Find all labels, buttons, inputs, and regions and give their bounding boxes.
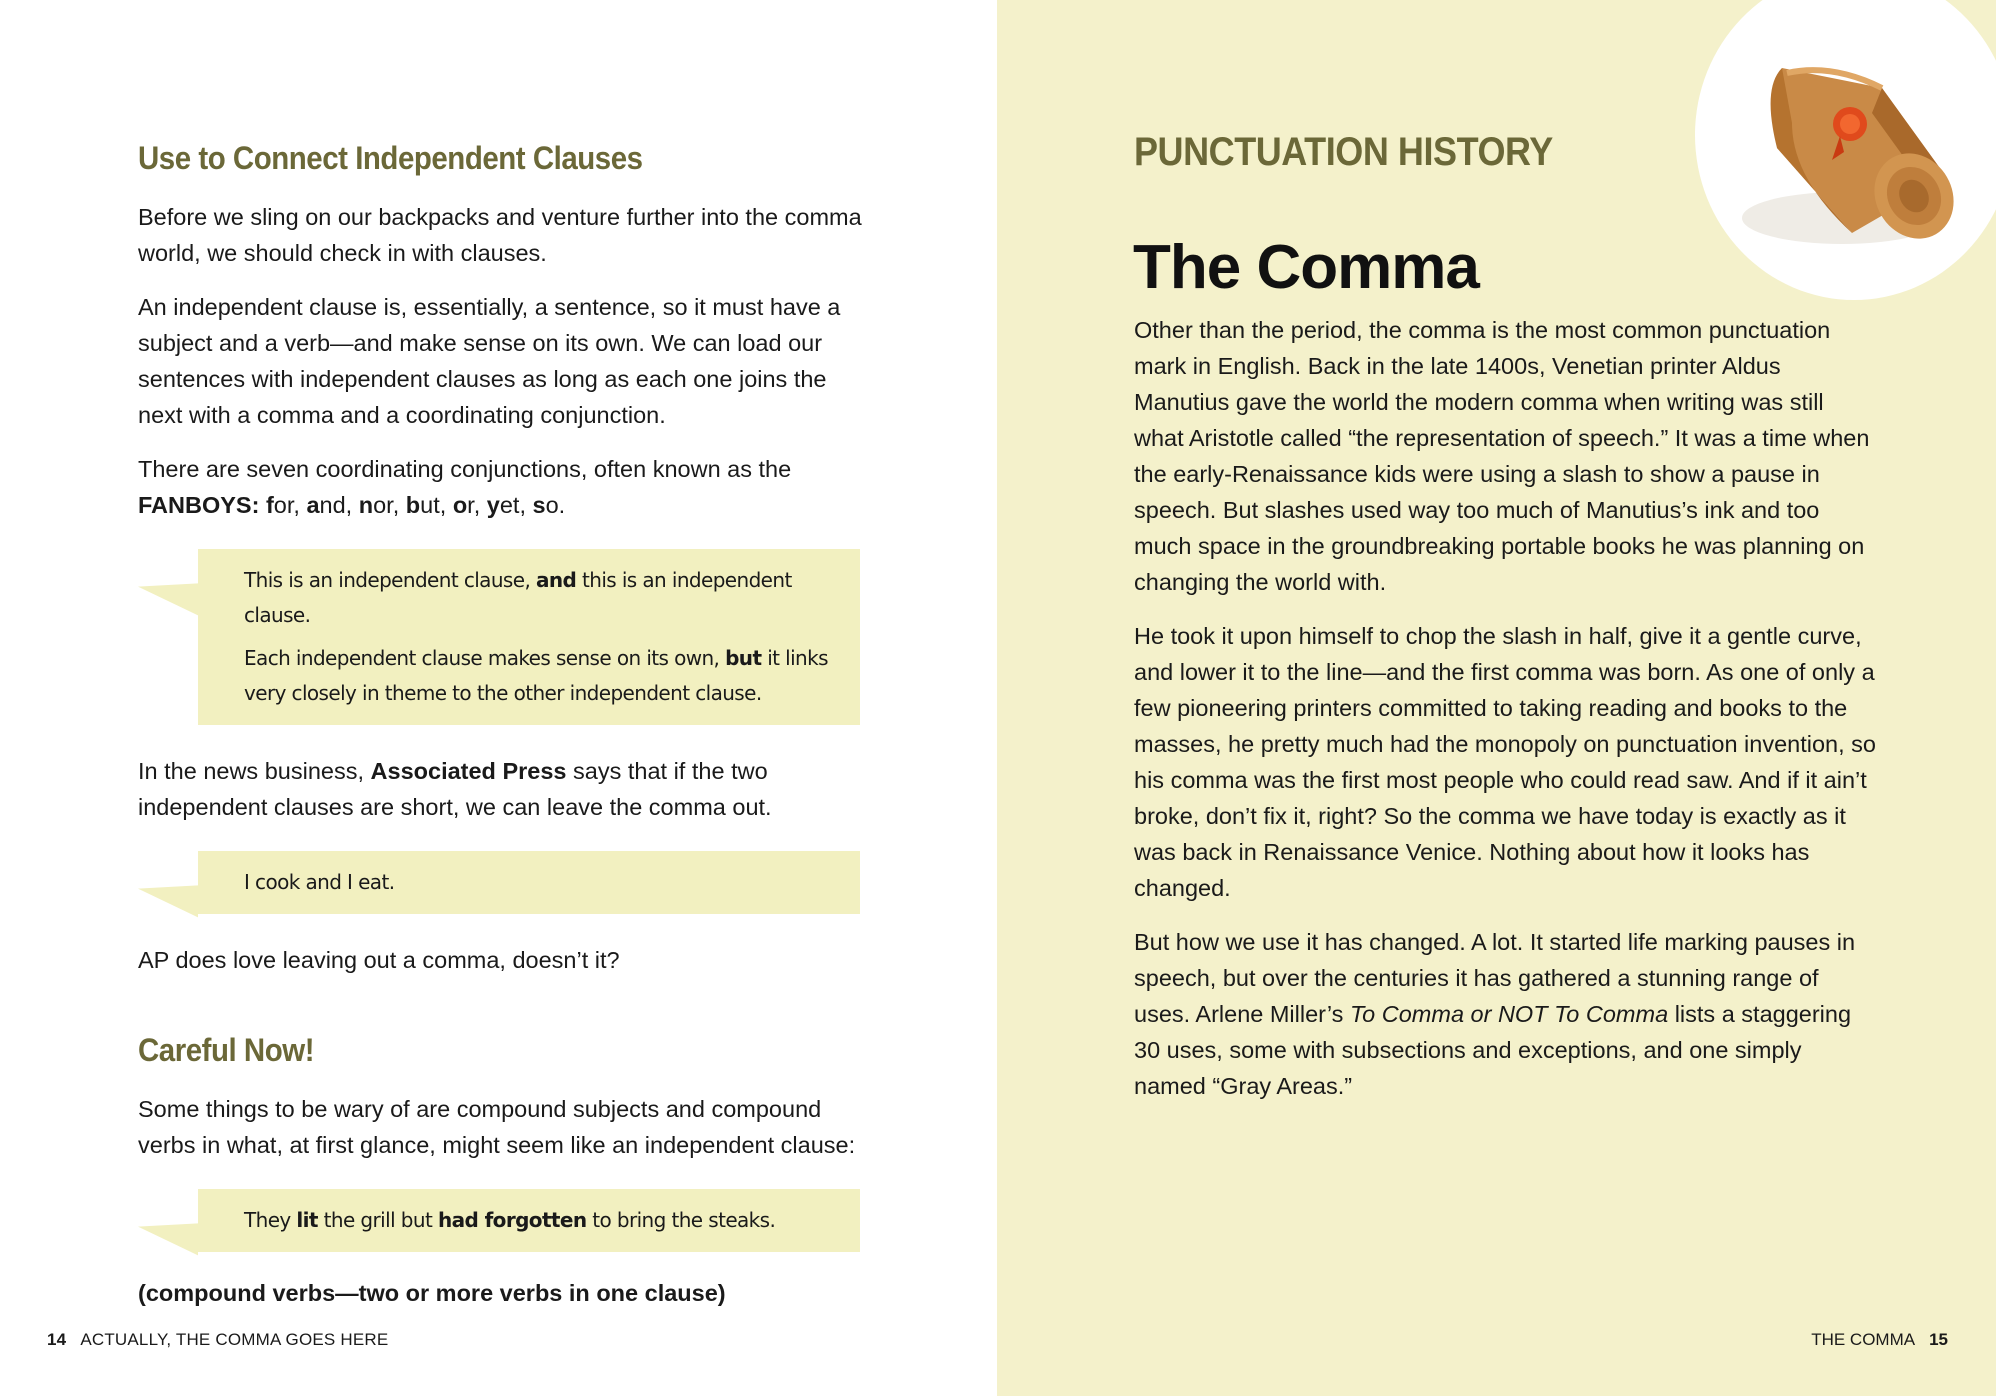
callout-tail [138,571,198,616]
text: In the news business, [138,758,364,784]
text: says that if the two independent clauses are short, we can leave the comma out. [138,758,772,820]
fanboys-list [266,492,565,518]
text: lists a staggering 30 uses, some with subsections and exceptions, and one simply named “Gray Areas.” [1134,1001,1852,1099]
paragraph-fanboys [138,451,868,523]
example-callout [198,1189,860,1252]
callout-tail [138,873,198,918]
callout-tail [138,1211,198,1256]
page-footer-right [1811,1330,1948,1350]
page-number: 14 [47,1330,67,1349]
right-column [1134,312,1879,1122]
text: This is an independent clause, [244,568,531,592]
text-bold: Associated Press [370,758,567,784]
page-footer-left [47,1330,388,1350]
example-line [244,1203,836,1238]
page-title: The Comma [1133,232,1479,302]
example-callout [198,549,860,725]
fanboys-word: yet, [486,492,533,518]
fanboys-word: or, [452,492,487,518]
paragraph: Some things to be wary of are compound subjects and compound verbs in what, at first glance, might seem like an independent clause: [138,1096,856,1158]
paragraph [1134,924,1879,1104]
text: this is an independent clause. [244,568,792,627]
fanboys-label: FANBOYS: [138,492,260,518]
right-page [997,0,1996,1396]
text: There are seven coordinating conjunctions, often known as the [138,456,792,482]
fanboys-word: so. [532,492,566,518]
text: the grill but [323,1208,433,1232]
fanboys-word: but, [405,492,453,518]
left-column [138,140,868,1307]
text-bold: had forgotten [437,1208,587,1232]
example-line [244,641,836,711]
book-title: To Comma or NOT To Comma [1349,1001,1669,1027]
paragraph [138,753,868,825]
text: it links very closely in theme to the other independent clause. [244,646,828,705]
left-page [0,0,997,1396]
paragraph: He took it upon himself to chop the slash in half, give it a gentle curve, and lower it to the line—and the first comma was born. As one of only a few pioneering printers committed to taking reading and books to the masses, he pretty much had the monopoly on punctuation invention, so his comma was the first most people who could read saw. And if it ain’t broke, don’t fix it, right? So the comma we have today is exactly as it was back in Renaissance Venice. Nothing about how it looks has changed. [1134,623,1877,901]
example-callout [198,851,860,914]
paragraph: Before we sling on our backpacks and venture further into the comma world, we should check in with clauses. [138,204,862,266]
page-number: 15 [1929,1330,1948,1349]
example-line: I cook and I eat. [244,870,395,894]
text: They [244,1208,291,1232]
section-heading-independent-clauses: Use to Connect Independent Clauses [138,140,643,176]
text-bold: lit [296,1208,318,1232]
fanboys-word: nor, [358,492,406,518]
fanboys-word: for, [265,492,307,518]
text-bold: but [725,646,762,670]
compound-verbs-note: (compound verbs—two or more verbs in one clause) [138,1280,726,1306]
paragraph: AP does love leaving out a comma, doesn’t it? [138,947,620,973]
text: But how we use it has changed. A lot. It started life marking pauses in speech, but over the centuries it has gathered a stunning range of uses. Arlene Miller’s [1134,929,1856,1027]
text: to bring the steaks. [592,1208,776,1232]
scroll-illustration-icon [1732,28,1977,258]
paragraph: An independent clause is, essentially, a sentence, so it must have a subject and a verb—and make sense on its own. We can load our sentences with independent clauses as long as each one joins the next with a comma and a coordinating conjunction. [138,294,841,428]
text-bold: and [535,568,577,592]
text: Each independent clause makes sense on its own, [244,646,720,670]
running-title: ACTUALLY, THE COMMA GOES HERE [80,1330,389,1349]
fanboys-word: and, [306,492,359,518]
example-line [244,563,836,633]
paragraph: Other than the period, the comma is the most common punctuation mark in English. Back in the late 1400s, Venetian printer Aldus Manutius gave the world the modern comma when writing was still what Aristotle called “the representation of speech.” It was a time when the early-Renaissance kids were using a slash to show a pause in speech. But slashes used way too much of Manutius’s ink and too much space in the groundbreaking portable books he was planning on changing the world with. [1134,317,1870,595]
section-heading-careful-now: Careful Now! [138,1032,315,1068]
running-title: THE COMMA [1811,1330,1916,1349]
kicker-heading: PUNCTUATION HISTORY [1134,130,1553,174]
